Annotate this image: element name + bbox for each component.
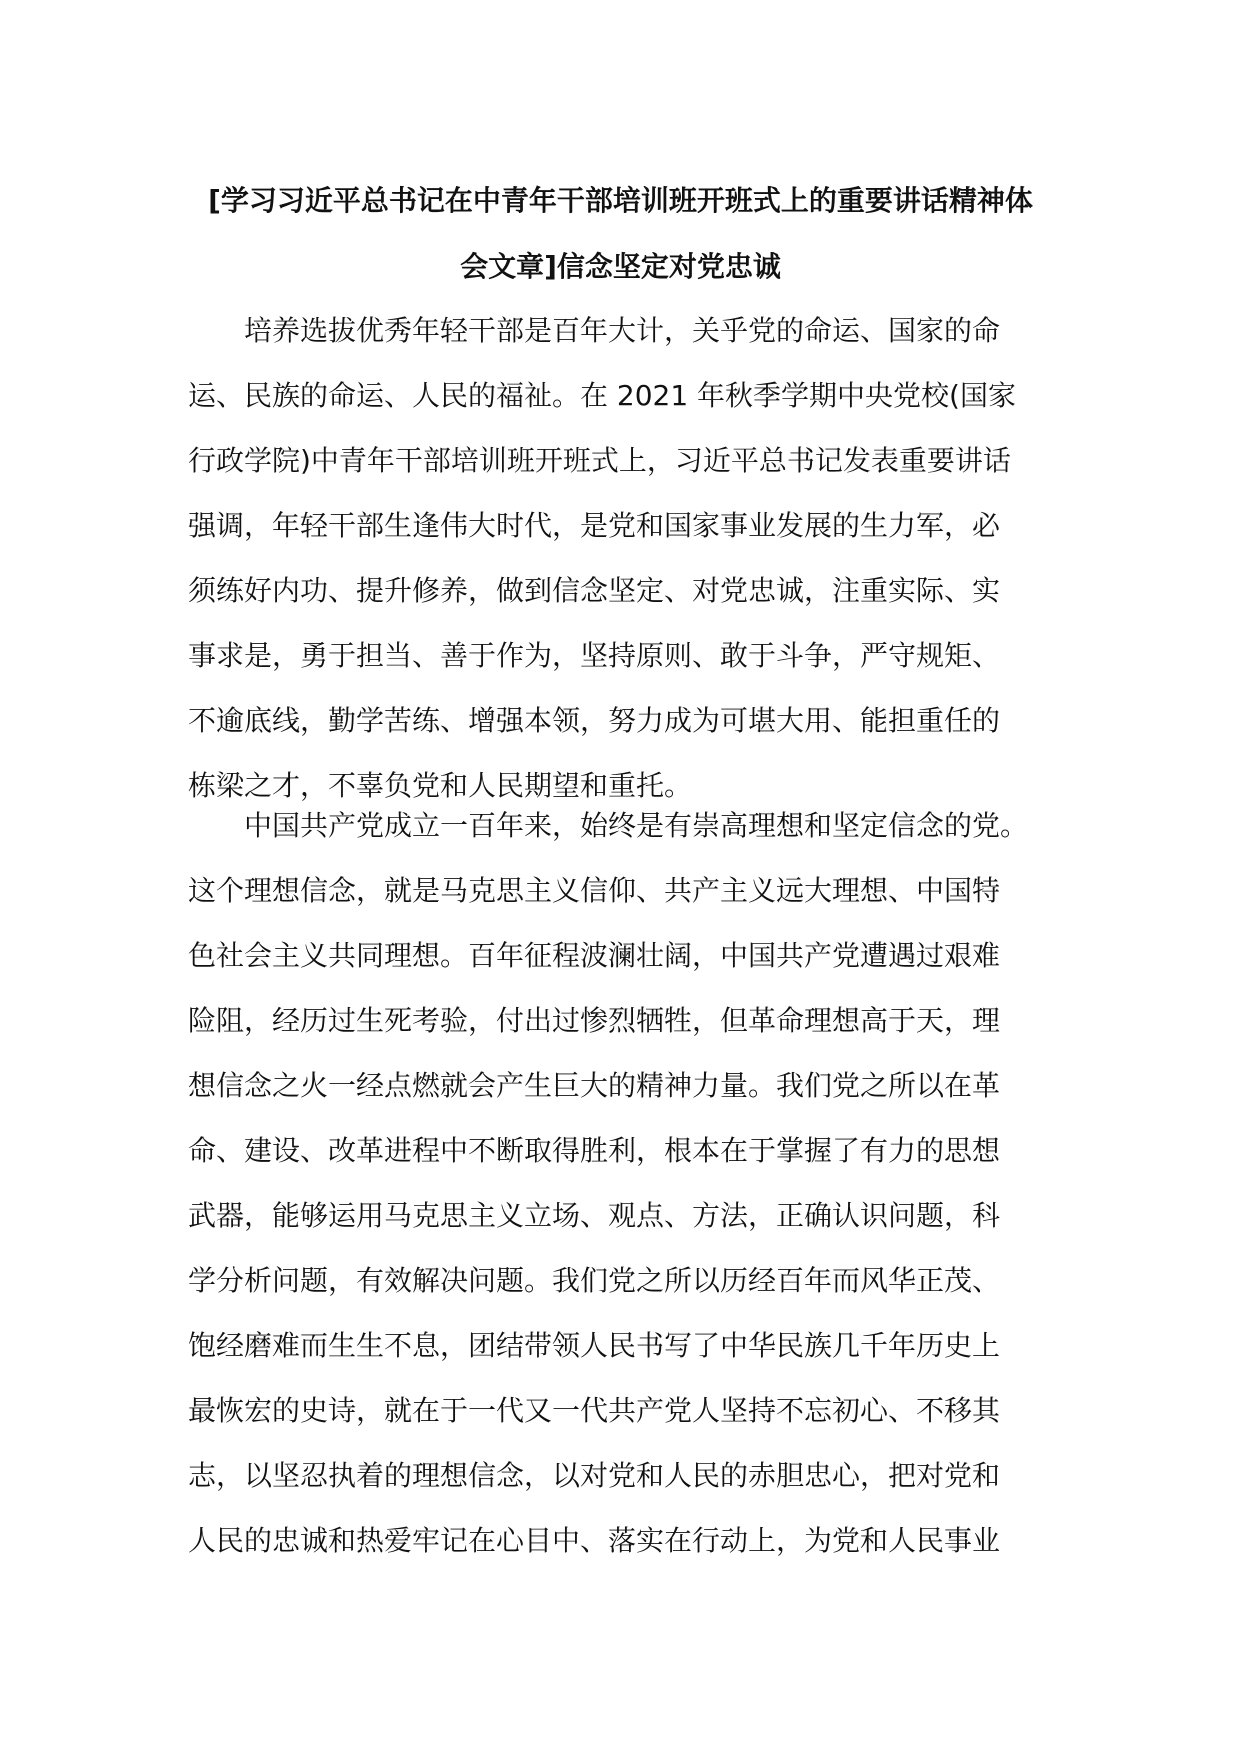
paragraph-1	[188, 298, 1053, 818]
paragraph-line: 栋梁之才，不辜负党和人民期望和重托。	[188, 769, 693, 802]
title-line-1: [学习习近平总书记在中青年干部培训班开班式上的重要讲话精神体	[208, 184, 1033, 217]
paragraph-line: 中国共产党成立一百年来，始终是有崇高理想和坚定信念的党。	[188, 809, 1029, 842]
paragraph-2	[188, 793, 1053, 1573]
paragraph-line: 行政学院)中青年干部培训班开班式上，习近平总书记发表重要讲话	[188, 444, 1011, 477]
paragraph-line: 不逾底线，勤学苦练、增强本领，努力成为可堪大用、能担重任的	[188, 704, 1001, 737]
paragraph-line: 运、民族的命运、人民的福祉。在 2021 年秋季学期中央党校(国家	[188, 379, 1016, 412]
paragraph-line: 学分析问题，有效解决问题。我们党之所以历经百年而风华正茂、	[188, 1264, 1001, 1297]
title-line-2: 会文章]信念坚定对党忠诚	[460, 250, 781, 283]
paragraph-line: 险阻，经历过生死考验，付出过惨烈牺牲，但革命理想高于天，理	[188, 1004, 1001, 1037]
paragraph-line: 武器，能够运用马克思主义立场、观点、方法，正确认识问题，科	[188, 1199, 1001, 1232]
paragraph-line: 须练好内功、提升修养，做到信念坚定、对党忠诚，注重实际、实	[188, 574, 1001, 607]
paragraph-line: 最恢宏的史诗，就在于一代又一代共产党人坚持不忘初心、不移其	[188, 1394, 1001, 1427]
document-title	[188, 168, 1053, 300]
paragraph-line: 命、建设、改革进程中不断取得胜利，根本在于掌握了有力的思想	[188, 1134, 1001, 1167]
paragraph-line: 饱经磨难而生生不息，团结带领人民书写了中华民族几千年历史上	[188, 1329, 1001, 1362]
paragraph-line: 色社会主义共同理想。百年征程波澜壮阔，中国共产党遭遇过艰难	[188, 939, 1001, 972]
paragraph-line: 人民的忠诚和热爱牢记在心目中、落实在行动上，为党和人民事业	[188, 1524, 1001, 1557]
paragraph-line: 事求是，勇于担当、善于作为，坚持原则、敢于斗争，严守规矩、	[188, 639, 1001, 672]
paragraph-line: 志，以坚忍执着的理想信念，以对党和人民的赤胆忠心，把对党和	[188, 1459, 1001, 1492]
paragraph-line: 强调，年轻干部生逢伟大时代，是党和国家事业发展的生力军，必	[188, 509, 1001, 542]
paragraph-line: 培养选拔优秀年轻干部是百年大计，关乎党的命运、国家的命	[188, 314, 1001, 347]
paragraph-line: 这个理想信念，就是马克思主义信仰、共产主义远大理想、中国特	[188, 874, 1001, 907]
paragraph-line: 想信念之火一经点燃就会产生巨大的精神力量。我们党之所以在革	[188, 1069, 1001, 1102]
